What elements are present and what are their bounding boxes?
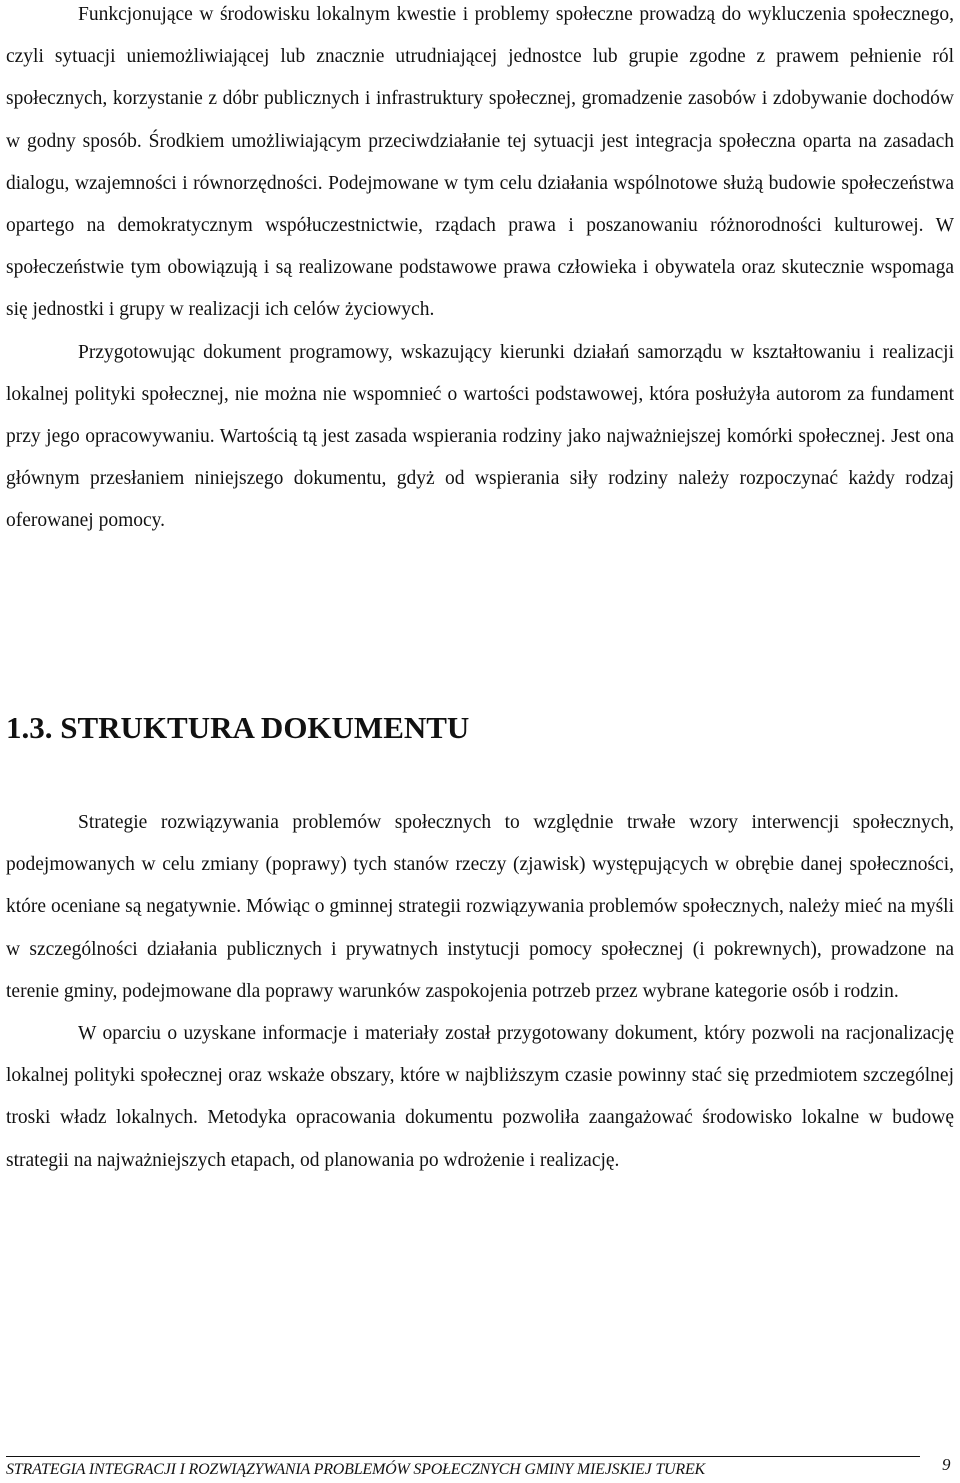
body-paragraph: Strategie rozwiązywania problemów społecznych to względnie trwałe wzory interwencji społecznych, podejmowanych w celu zmiany (poprawy) tych stanów rzeczy (zjawisk) występujących w obrębie danej społeczności, które oceniane są negatywnie. Mówiąc o gminnej strategii rozwiązywania problemów społecznych, należy mieć na myśli w szczególności działania publicznych i prywatnych instytucji pomocy społecznej (i pokrewnych), prowadzone na terenie gminy, podejmowane dla poprawy warunków zaspokojenia potrzeb przez wybrane kategorie osób i rodzin. bbox=[6, 812, 954, 1002]
page-number: 9 bbox=[942, 1455, 951, 1474]
body-paragraph: Funkcjonujące w środowisku lokalnym kwestie i problemy społeczne prowadzą do wykluczenia społecznego, czyli sytuacji uniemożliwiającej lub znacznie utrudniającej jednostce lub grupie zgodne z prawem pełnienie ról społecznych, korzystanie z dóbr publicznych i infrastruktury społecznej, gromadzenie zasobów i zdobywanie dochodów w godny sposób. Środkiem umożliwiającym przeciwdziałanie tej sytuacji jest integracja społeczna oparta na zasadach dialogu, wzajemności i równorzędności. Podejmowane w tym celu działania wspólnotowe służą budowie społeczeństwa opartego na demokratycznym współuczestnictwie, rządach prawa i poszanowaniu różnorodności kulturowej. W społeczeństwie tym obowiązują i są realizowane podstawowe prawa człowieka i obywatela oraz skutecznie wspomaga się jednostki i grupy w realizacji ich celów życiowych. bbox=[6, 4, 954, 321]
body-paragraph: Przygotowując dokument programowy, wskazujący kierunki działań samorządu w kształtowaniu i realizacji lokalnej polityki społecznej, nie można nie wspomnieć o wartości podstawowej, która posłużyła autorom za fundament przy jego opracowywaniu. Wartością tą jest zasada wspierania rodziny jako najważniejszej komórki społecznej. Jest ona głównym przesłaniem niniejszego dokumentu, gdyż od wspierania siły rodziny należy rozpoczynać każdy rodzaj oferowanej pomocy. bbox=[6, 341, 954, 532]
section-intro bbox=[6, 0, 954, 543]
section-structure bbox=[6, 802, 954, 1182]
section-heading: 1.3. STRUKTURA DOKUMENTU bbox=[6, 710, 470, 745]
footer-divider bbox=[6, 1456, 920, 1457]
footer-title: STRATEGIA INTEGRACJI I ROZWIĄZYWANIA PROBLEMÓW SPOŁECZNYCH GMINY MIEJSKIEJ TUREK bbox=[6, 1461, 706, 1478]
body-paragraph: W oparciu o uzyskane informacje i materiały został przygotowany dokument, który pozwoli na racjonalizację lokalnej polityki społecznej oraz wskaże obszary, które w najbliższym czasie powinny stać się przedmiotem szczególnej troski władz lokalnych. Metodyka opracowania dokumentu pozwoliła zaangażować środowisko lokalne w budowę strategii na najważniejszych etapach, od planowania po wdrożenie i realizację. bbox=[6, 1023, 954, 1171]
